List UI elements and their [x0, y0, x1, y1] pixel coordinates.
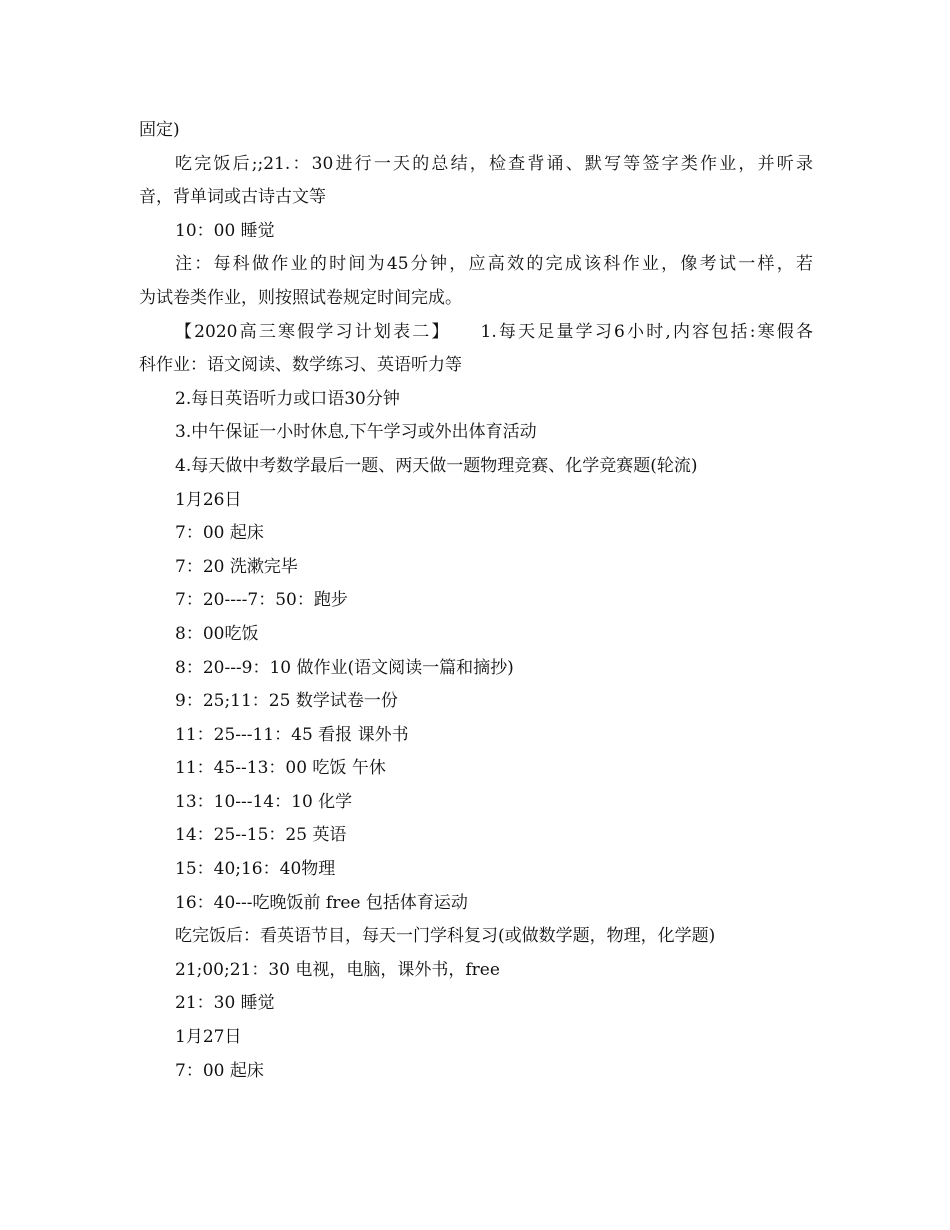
text-line: 7：20----7：50：跑步 — [175, 590, 348, 611]
text-line: 吃完饭后：看英语节目，每天一门学科复习(或做数学题，物理，化学题) — [175, 926, 716, 947]
text-line: 科作业：语文阅读、数学练习、英语听力等 — [139, 355, 462, 376]
text-line: 21：30 睡觉 — [175, 993, 275, 1014]
text-line: 13：10---14：10 化学 — [175, 791, 353, 812]
text-line: 8：00吃饭 — [175, 623, 259, 644]
text-line: 14：25--15：25 英语 — [175, 825, 347, 846]
document-body — [139, 114, 813, 1088]
text-line: 注：每科做作业的时间为45分钟，应高效的完成该科作业，像考试一样，若 — [175, 254, 813, 275]
text-line: 10：00 睡觉 — [175, 220, 275, 241]
text-line: 吃完饭后;;21.：30进行一天的总结，检查背诵、默写等签字类作业，并听录 — [175, 153, 813, 174]
text-line: 【2020高三寒假学习计划表二】 1.每天足量学习6小时,内容包括:寒假各 — [175, 321, 813, 342]
text-line: 8：20---9：10 做作业(语文阅读一篇和摘抄) — [175, 657, 514, 678]
text-line: 3.中午保证一小时休息,下午学习或外出体育活动 — [175, 422, 537, 443]
text-line: 1月27日 — [175, 1027, 242, 1048]
text-line: 7：20 洗漱完毕 — [175, 556, 298, 577]
text-line: 15：40;16：40物理 — [175, 859, 336, 880]
text-line: 7：00 起床 — [175, 1060, 264, 1081]
text-line: 9：25;11：25 数学试卷一份 — [175, 691, 398, 712]
text-line: 为试卷类作业，则按照试卷规定时间完成。 — [139, 287, 462, 308]
text-line: 固定) — [139, 120, 180, 140]
text-line: 21;00;21：30 电视，电脑，课外书，free — [175, 959, 500, 980]
text-line: 4.每天做中考数学最后一题、两天做一题物理竞赛、化学竞赛题(轮流) — [175, 455, 698, 476]
text-line: 1月26日 — [175, 489, 242, 510]
text-line: 11：25---11：45 看报 课外书 — [175, 724, 409, 745]
text-line: 16：40---吃晚饭前 free 包括体育运动 — [175, 892, 468, 913]
text-line: 7：00 起床 — [175, 523, 264, 544]
text-line: 音，背单词或古诗古文等 — [139, 187, 326, 208]
text-line: 2.每日英语听力或口语30分钟 — [175, 388, 400, 409]
text-line: 11：45--13：00 吃饭 午休 — [175, 758, 386, 779]
